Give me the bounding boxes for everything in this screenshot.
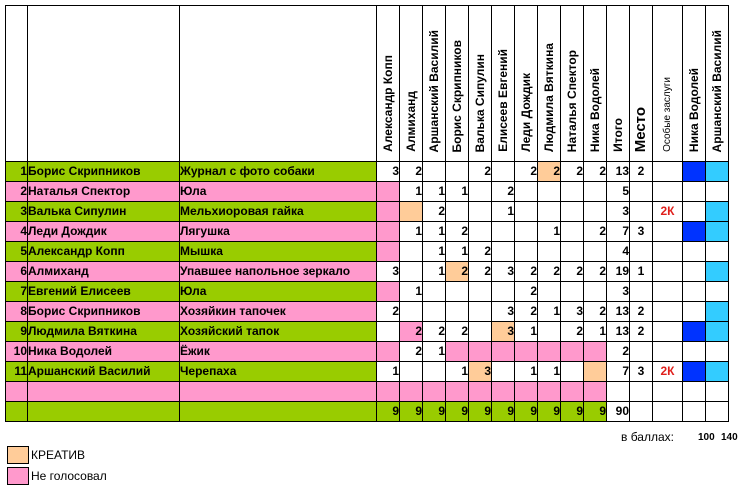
score-cell [584,342,607,362]
score-cell [515,382,538,402]
score-cell [423,162,446,182]
total-cell: 13 [607,302,630,322]
score-cell [561,282,584,302]
row-number: 11 [6,362,28,382]
score-cell [584,202,607,222]
totals-work [180,402,377,422]
place-cell: 2 [630,162,653,182]
score-cell: 1 [446,362,469,382]
footer-label: в баллах: [621,430,674,444]
nika-vote-cell [683,322,706,342]
score-cell: 1 [423,342,446,362]
score-cell [492,382,515,402]
nika-vote-cell [683,362,706,382]
score-cell: 1 [423,182,446,202]
totals-name [28,402,180,422]
score-cell [423,282,446,302]
header-voter [446,6,469,162]
place-cell [630,382,653,402]
score-cell: 2 [561,262,584,282]
score-cell [492,282,515,302]
voter-name: Елисеев Евгений [496,49,510,152]
work-title: Лягушка [180,222,377,242]
score-cell [446,302,469,322]
score-cell: 2 [515,162,538,182]
arsh-vote-cell [706,282,729,302]
author-name: Людмила Вяткина [28,322,180,342]
totals-score-cell: 9 [584,402,607,422]
score-cell: 1 [423,262,446,282]
score-cell: 2 [469,162,492,182]
score-cell: 1 [446,242,469,262]
score-cell [469,202,492,222]
work-title: Мышка [180,242,377,262]
totals-nika [683,402,706,422]
special-cell [653,322,683,342]
voter-name: Леди Дождик [519,73,533,152]
arsh-vote-cell [706,242,729,262]
score-cell: 2 [469,262,492,282]
score-cell: 1 [538,222,561,242]
score-cell: 1 [400,282,423,302]
score-cell: 2 [515,262,538,282]
legend-swatch-no-vote [7,467,29,485]
totals-arsh [706,402,729,422]
row-number: 4 [6,222,28,242]
score-cell [469,302,492,322]
author-name: Валька Сипулин [28,202,180,222]
arsh-header: Аршанский Василий [710,29,724,152]
special-cell [653,302,683,322]
special-cell [653,242,683,262]
voter-name: Александр Копп [381,55,395,152]
special-cell [653,162,683,182]
score-cell: 1 [584,322,607,342]
score-cell [561,222,584,242]
score-cell [377,242,400,262]
voter-name: Аршанский Василий [427,29,441,152]
work-title [180,382,377,402]
score-cell [561,182,584,202]
score-cell [446,382,469,402]
work-title: Хозяйкин тапочек [180,302,377,322]
table-row [6,202,729,222]
nika-vote-cell [683,302,706,322]
author-name: Александр Копп [28,242,180,262]
work-title: Хозяйский тапок [180,322,377,342]
score-cell [492,162,515,182]
score-cell: 2 [515,282,538,302]
voter-name: Борис Скрипников [450,39,464,152]
table-row [6,262,729,282]
score-cell: 2 [423,322,446,342]
score-cell [515,342,538,362]
score-cell: 3 [377,262,400,282]
score-cell [377,202,400,222]
score-cell: 1 [538,362,561,382]
score-cell: 3 [377,162,400,182]
voter-name: Алмиханд [404,91,418,152]
table-row [6,242,729,262]
score-cell: 2 [446,322,469,342]
score-cell: 1 [538,302,561,322]
arsh-vote-cell [706,162,729,182]
score-cell: 2 [538,162,561,182]
score-cell: 2 [400,322,423,342]
header-work [180,6,377,162]
score-cell: 2 [423,202,446,222]
author-name: Борис Скрипников [28,162,180,182]
totals-place [630,402,653,422]
score-cell [538,242,561,262]
place-cell: 2 [630,302,653,322]
score-cell: 1 [400,222,423,242]
place-cell: 3 [630,362,653,382]
score-cell [446,342,469,362]
total-cell: 19 [607,262,630,282]
place-cell [630,202,653,222]
table-row [6,282,729,302]
totals-score-cell: 9 [400,402,423,422]
row-number: 8 [6,302,28,322]
score-cell: 1 [423,242,446,262]
row-number: 3 [6,202,28,222]
total-cell: 7 [607,222,630,242]
special-cell [653,382,683,402]
score-cell [538,322,561,342]
score-cell [423,302,446,322]
score-cell [538,382,561,402]
row-number: 10 [6,342,28,362]
totals-score-cell: 9 [423,402,446,422]
table-row [6,322,729,342]
author-name: Евгений Елисеев [28,282,180,302]
score-cell: 2 [584,222,607,242]
nika-vote-cell [683,262,706,282]
totals-score-cell: 9 [492,402,515,422]
score-cell: 1 [400,182,423,202]
work-title: Журнал с фото собаки [180,162,377,182]
arsh-vote-cell [706,202,729,222]
score-cell [561,362,584,382]
results-table [5,5,729,422]
score-cell [377,322,400,342]
score-cell: 2 [561,322,584,342]
total-cell: 13 [607,322,630,342]
header-row [6,6,729,162]
grand-total-cell: 90 [607,402,630,422]
score-cell: 3 [492,322,515,342]
score-cell: 2 [584,302,607,322]
totals-score-cell: 9 [538,402,561,422]
score-cell [492,222,515,242]
score-cell: 3 [561,302,584,322]
nika-vote-cell [683,162,706,182]
author-name: Борис Скрипников [28,302,180,322]
footer-arsh-points: 140 [721,432,738,443]
total-cell: 4 [607,242,630,262]
header-voter [400,6,423,162]
score-cell [492,242,515,262]
header-voter [515,6,538,162]
totals-score-cell: 9 [446,402,469,422]
score-cell [584,282,607,302]
header-voter [469,6,492,162]
header-nika [683,6,706,162]
score-cell: 2 [515,302,538,322]
score-cell [400,302,423,322]
totals-score-cell: 9 [377,402,400,422]
score-cell [400,242,423,262]
header-voter [423,6,446,162]
score-cell: 3 [492,262,515,282]
score-cell [469,322,492,342]
arsh-vote-cell [706,182,729,202]
totals-score-cell: 9 [469,402,492,422]
score-cell: 1 [492,202,515,222]
score-cell: 2 [492,182,515,202]
table-row [6,182,729,202]
arsh-vote-cell [706,322,729,342]
table-row [6,342,729,362]
author-name: Леди Дождик [28,222,180,242]
author-name: Алмиханд [28,262,180,282]
score-cell [423,382,446,402]
header-arsh [706,6,729,162]
legend-swatch-creative [7,446,29,464]
header-name [28,6,180,162]
score-cell: 3 [469,362,492,382]
header-total [607,6,630,162]
score-cell [400,262,423,282]
total-cell: 5 [607,182,630,202]
author-name: Наталья Спектор [28,182,180,202]
special-cell [653,222,683,242]
score-cell [492,342,515,362]
place-cell [630,182,653,202]
place-cell: 1 [630,262,653,282]
special-cell [653,262,683,282]
total-cell: 2 [607,342,630,362]
score-cell [400,362,423,382]
header-voter [538,6,561,162]
score-cell [446,162,469,182]
score-cell: 2 [561,162,584,182]
nika-vote-cell [683,242,706,262]
score-cell: 2 [400,342,423,362]
score-cell: 1 [377,362,400,382]
table-row [6,302,729,322]
totals-index [6,402,28,422]
footer-nika-points: 100 [698,432,715,443]
score-cell [423,362,446,382]
totals-score-cell: 9 [561,402,584,422]
score-cell [492,362,515,382]
score-cell [538,202,561,222]
score-cell: 2 [400,162,423,182]
arsh-vote-cell [706,222,729,242]
author-name [28,382,180,402]
score-cell [400,382,423,402]
total-cell: 3 [607,202,630,222]
nika-vote-cell [683,202,706,222]
place-cell [630,282,653,302]
score-cell: 2 [584,162,607,182]
score-cell [538,342,561,362]
work-title: Юла [180,182,377,202]
score-cell [515,182,538,202]
nika-vote-cell [683,222,706,242]
score-cell [561,382,584,402]
nika-vote-cell [683,342,706,362]
score-cell: 2 [446,262,469,282]
totals-row [6,402,729,422]
score-cell [377,182,400,202]
place-cell [630,342,653,362]
voter-name: Ника Водолей [588,67,602,152]
total-header: Итого [611,118,625,152]
place-cell [630,242,653,262]
header-voter [377,6,400,162]
row-number: 9 [6,322,28,342]
header-voter [561,6,584,162]
score-cell [469,222,492,242]
work-title: Черепаха [180,362,377,382]
table-row [6,362,729,382]
score-cell [469,182,492,202]
work-title: Ёжик [180,342,377,362]
nika-vote-cell [683,382,706,402]
voter-name: Валька Сипулин [473,53,487,152]
nika-vote-cell [683,282,706,302]
special-cell [653,282,683,302]
total-cell [607,382,630,402]
total-cell: 13 [607,162,630,182]
arsh-vote-cell [706,262,729,282]
score-cell [446,202,469,222]
table-row [6,162,729,182]
table-row [6,382,729,402]
row-number: 2 [6,182,28,202]
special-header: Особые заслуги [661,77,673,152]
header-place [630,6,653,162]
header-voter [584,6,607,162]
legend-label-no-vote: Не голосовал [31,469,107,483]
header-index [6,6,28,162]
score-cell [584,382,607,402]
totals-special [653,402,683,422]
score-cell: 1 [515,362,538,382]
score-cell: 1 [446,182,469,202]
work-title: Мельхиоровая гайка [180,202,377,222]
score-cell: 2 [446,222,469,242]
author-name: Аршанский Василий [28,362,180,382]
special-cell: 2К [653,202,683,222]
score-cell [584,242,607,262]
row-number: 7 [6,282,28,302]
arsh-vote-cell [706,342,729,362]
special-cell [653,182,683,202]
score-cell [584,362,607,382]
score-cell: 2 [469,242,492,262]
row-number: 5 [6,242,28,262]
score-cell [469,382,492,402]
row-number [6,382,28,402]
score-cell [515,202,538,222]
place-cell: 2 [630,322,653,342]
row-number: 1 [6,162,28,182]
author-name: Ника Водолей [28,342,180,362]
score-cell [400,202,423,222]
table-row [6,222,729,242]
legend-label-creative: КРЕАТИВ [31,448,86,462]
score-cell [538,282,561,302]
score-cell [377,342,400,362]
score-cell: 2 [377,302,400,322]
header-special [653,6,683,162]
score-cell [561,202,584,222]
work-title: Юла [180,282,377,302]
nika-header: Ника Водолей [687,67,701,152]
voter-name: Наталья Спектор [565,49,579,152]
score-cell [377,382,400,402]
place-header: Место [632,106,649,152]
header-voter [492,6,515,162]
score-cell [446,282,469,302]
special-cell: 2К [653,362,683,382]
work-title: Упавшее напольное зеркало [180,262,377,282]
score-cell [538,182,561,202]
score-cell [469,282,492,302]
score-cell [561,242,584,262]
score-cell [584,182,607,202]
score-cell: 3 [492,302,515,322]
score-cell: 2 [538,262,561,282]
score-cell [469,342,492,362]
score-cell [377,222,400,242]
nika-vote-cell [683,182,706,202]
score-cell: 2 [584,262,607,282]
total-cell: 7 [607,362,630,382]
score-cell: 1 [423,222,446,242]
score-cell: 1 [515,322,538,342]
row-number: 6 [6,262,28,282]
voter-name: Людмила Вяткина [542,43,556,152]
special-cell [653,342,683,362]
place-cell: 3 [630,222,653,242]
arsh-vote-cell [706,362,729,382]
total-cell: 3 [607,282,630,302]
arsh-vote-cell [706,382,729,402]
score-cell [561,342,584,362]
score-cell [377,282,400,302]
score-cell [515,242,538,262]
score-cell [515,222,538,242]
totals-score-cell: 9 [515,402,538,422]
arsh-vote-cell [706,302,729,322]
